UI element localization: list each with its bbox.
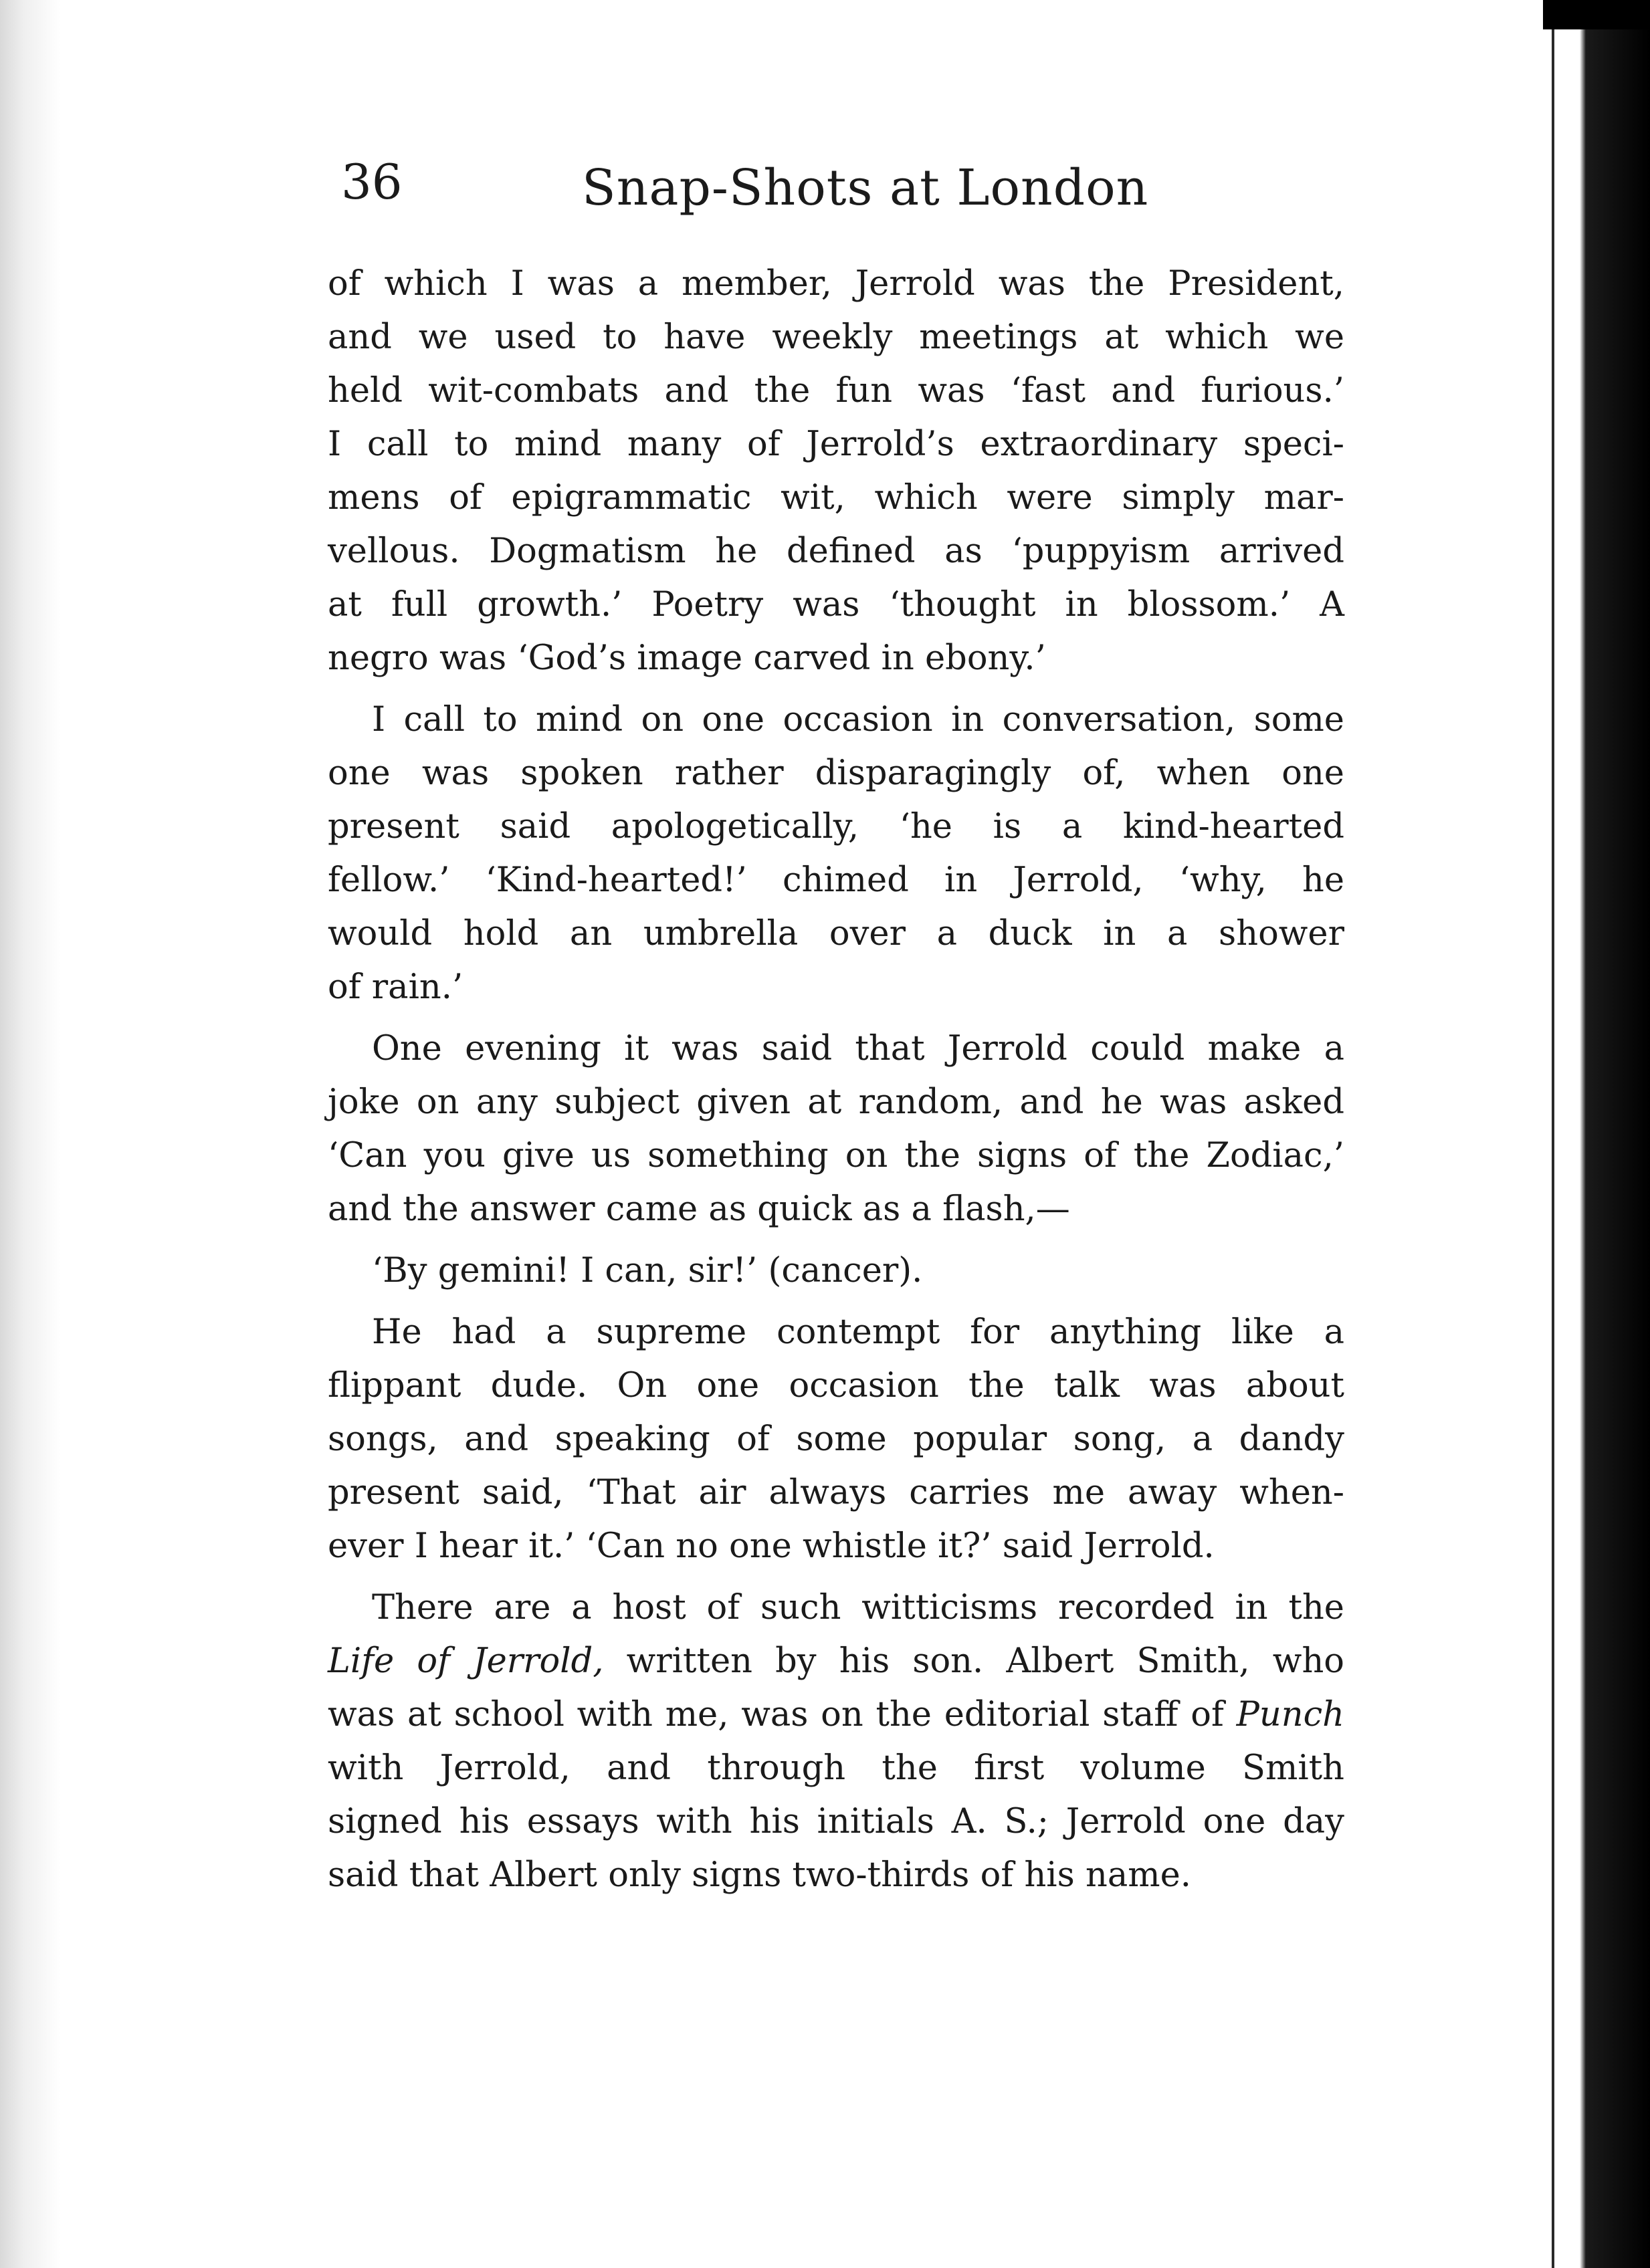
text-line: would hold an umbrella over a duck in a shower	[328, 914, 1344, 953]
text-line: at full growth.’ Poetry was ‘thought in blossom.’ A	[328, 585, 1344, 625]
italic-title: Punch	[1236, 1695, 1344, 1734]
text-line: fellow.’ ‘Kind-hearted!’ chimed in Jerrold, ‘why, he	[328, 861, 1344, 900]
paragraph	[328, 1022, 1344, 1236]
text-line: songs, and speaking of some popular song, a dandy	[328, 1420, 1344, 1459]
text-line	[328, 1635, 1344, 1688]
text-line: I call to mind many of Jerrold’s extraordinary speci-	[328, 425, 1344, 464]
text-line: said that Albert only signs two-thirds of his name.	[328, 1855, 1191, 1895]
paragraph	[328, 257, 1344, 685]
text-run: written by his son. Albert Smith, who	[603, 1641, 1344, 1681]
text-line: and the answer came as quick as a flash,—	[328, 1189, 1070, 1229]
paragraph	[328, 1306, 1344, 1573]
text-line: He had a supreme contempt for anything like a	[372, 1313, 1344, 1352]
page-edge-line	[1552, 27, 1554, 2268]
text-line: of which I was a member, Jerrold was the President,	[328, 264, 1344, 304]
text-line: ever I hear it.’ ‘Can no one whistle it?’ said Jerrold.	[328, 1526, 1215, 1566]
text-line: negro was ‘God’s image carved in ebony.’	[328, 639, 1046, 678]
paragraph	[328, 1244, 1344, 1298]
text-line: vellous. Dogmatism he defined as ‘puppyism arrived	[328, 532, 1344, 571]
text-line: One evening it was said that Jerrold could make a	[372, 1029, 1344, 1068]
text-line: ‘Can you give us something on the signs of the Zodiac,’	[328, 1136, 1344, 1175]
page-number: 36	[341, 154, 403, 210]
text-line: signed his essays with his initials A. S.; Jerrold one day	[328, 1802, 1344, 1841]
text-line: present said apologetically, ‘he is a kind-hearted	[328, 807, 1344, 846]
text-line: of rain.’	[328, 968, 463, 1007]
text-run: was at school with me, was on the editorial staff of	[328, 1695, 1237, 1734]
paragraph	[328, 1581, 1344, 1902]
scan-shadow-left	[0, 0, 60, 2268]
text-line: joke on any subject given at random, and he was asked	[328, 1083, 1344, 1122]
text-line: present said, ‘That air always carries me away when-	[328, 1473, 1344, 1512]
scan-corner-bar	[1543, 0, 1650, 29]
text-line: There are a host of such witticisms recorded in the	[372, 1588, 1344, 1627]
page-header	[341, 147, 1344, 227]
paragraph	[328, 693, 1344, 1014]
text-line: ‘By gemini! I can, sir!’ (cancer).	[372, 1251, 923, 1290]
text-line: mens of epigrammatic wit, which were simply mar-	[328, 478, 1344, 518]
text-line	[328, 1688, 1344, 1742]
text-line: held wit-combats and the fun was ‘fast and furious.’	[328, 371, 1344, 411]
text-line: flippant dude. On one occasion the talk was about	[328, 1366, 1344, 1405]
page-edge-right	[1550, 0, 1650, 2268]
text-line: one was spoken rather disparagingly of, when one	[328, 754, 1344, 793]
text-body	[328, 257, 1344, 1910]
text-line: and we used to have weekly meetings at which we	[328, 318, 1344, 357]
italic-title: Life of Jerrold,	[328, 1641, 604, 1681]
text-line: with Jerrold, and through the first volume Smith	[328, 1748, 1344, 1788]
text-line: I call to mind on one occasion in conversation, some	[372, 700, 1344, 740]
running-title: Snap-Shots at London	[582, 159, 1149, 217]
